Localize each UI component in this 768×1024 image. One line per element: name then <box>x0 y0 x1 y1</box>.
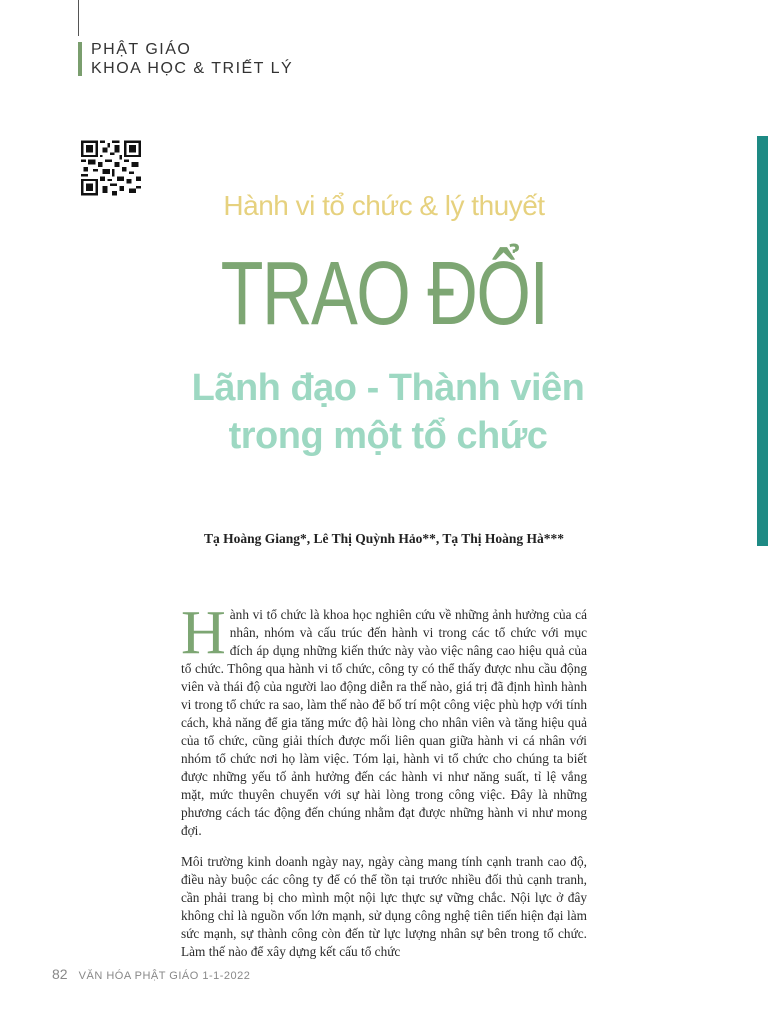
author-list: Tạ Hoàng Giang*, Lê Thị Quỳnh Hảo**, Tạ Thị Hoàng Hà*** <box>203 531 565 546</box>
drop-cap: H <box>181 599 226 667</box>
body-paragraph: Môi trường kinh doanh ngày nay, ngày càng mang tính cạnh tranh cao độ, điều này buộc các công ty để có thể tồn tại trước nhiều đối thủ cạnh tranh, cần phải trang bị cho mình một nội lực thực sự vững chắc. Nội lực ở đây không chỉ là nguồn vốn lớn mạnh, sử dụng công nghệ tiên tiến hiện đại làm sức mạnh, sự thành công còn đến từ lực lượng nhân sự bên trong tổ chức. Làm thế nào để xây dựng kết cấu tổ chức <box>181 854 587 959</box>
headline-kicker: Hành vi tổ chức & lý thuyết <box>223 190 545 221</box>
top-divider <box>78 0 79 36</box>
page-number: 82 <box>52 966 68 982</box>
qr-code-icon <box>81 140 141 196</box>
section-label-line1: PHẬT GIÁO <box>91 41 192 58</box>
section-label <box>91 40 293 78</box>
headline-title: TRAO ĐỔI <box>220 244 548 344</box>
headline-subtitle <box>0 364 768 460</box>
headline-subtitle-line2: trong một tổ chức <box>228 415 548 457</box>
article-body <box>181 599 587 961</box>
page-footer <box>52 966 250 982</box>
body-paragraph-text: ành vi tổ chức là khoa học nghiên cứu về những ảnh hưởng của cá nhân, nhóm và cấu trúc đến hành vi trong các tổ chức với mục đích áp dụng những kiến thức này vào việc nâng cao hiệu quả của tổ chức. Thông qua hành vi tổ chức, công ty có thể thấy được nhu cầu động viên và thái độ của người lao động diễn ra thế nào, giá trị đã định hình hành vi trong tổ chức ra sao, làm thế nào để bố trí một công việc phù hợp với tính cách, khả năng để gia tăng mức độ hài lòng cho nhân viên và tăng hiệu quả của tổ chức, cũng giải thích được mối liên quan giữa hành vi cá nhân với nhóm tổ chức nơi họ làm việc. Tóm lại, hành vi tổ chức cho chúng ta biết được những yếu tố ảnh hưởng đến các hành vi như năng suất, tỉ lệ vắng mặt, mức thuyên chuyển với sự hài lòng trong công việc. Đây là những phương cách tác động đến chúng nhằm đạt được những hành vi như mong đợi. <box>181 607 587 838</box>
section-accent-bar <box>78 42 82 76</box>
section-label-line2: KHOA HỌC & TRIẾT LÝ <box>91 60 294 77</box>
headline-subtitle-line1: Lãnh đạo - Thành viên <box>191 367 585 409</box>
publication-info: VĂN HÓA PHẬT GIÁO 1-1-2022 <box>78 970 251 982</box>
body-paragraph <box>181 599 587 840</box>
